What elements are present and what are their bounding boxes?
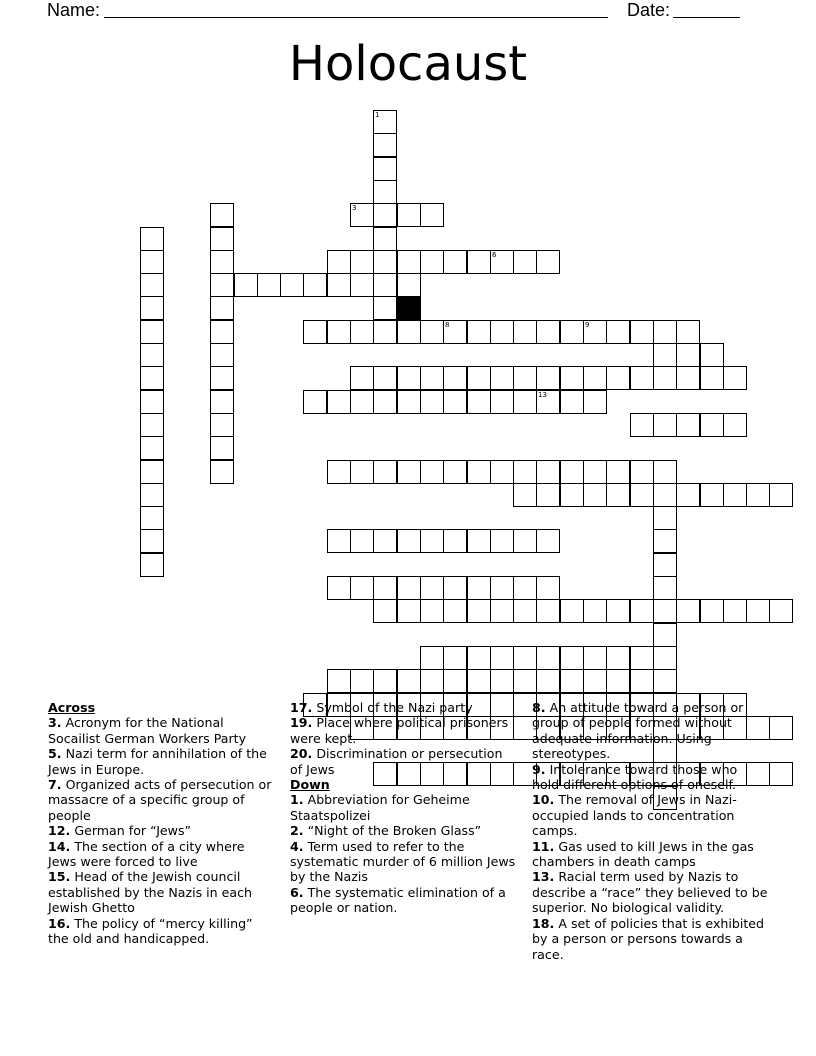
grid-cell[interactable]: [606, 646, 630, 670]
grid-cell[interactable]: [513, 599, 537, 623]
grid-cell[interactable]: [397, 529, 421, 553]
clue-across-7: 7. Organized acts of persecution or massacre of a specific group of people: [48, 777, 272, 823]
grid-cell[interactable]: [583, 366, 607, 390]
grid-cell[interactable]: [560, 483, 584, 507]
grid-cell[interactable]: [467, 576, 491, 600]
grid-cell[interactable]: [653, 623, 677, 647]
grid-cell[interactable]: [280, 273, 304, 297]
grid-cell[interactable]: [513, 366, 537, 390]
grid-cell[interactable]: [746, 483, 770, 507]
grid-cell[interactable]: [373, 273, 397, 297]
grid-cell[interactable]: [373, 157, 397, 181]
grid-cell[interactable]: [653, 669, 677, 693]
grid-cell[interactable]: [467, 646, 491, 670]
clue-across-17: 17. Symbol of the Nazi party: [290, 700, 473, 715]
grid-cell[interactable]: [606, 320, 630, 344]
grid-cell[interactable]: [560, 646, 584, 670]
grid-cell[interactable]: [327, 390, 351, 414]
grid-cell[interactable]: [630, 413, 654, 437]
grid-cell[interactable]: [443, 320, 467, 344]
grid-cell[interactable]: [723, 413, 747, 437]
grid-cell[interactable]: [490, 320, 514, 344]
clue-number: 3: [352, 204, 357, 212]
grid-cell[interactable]: [490, 576, 514, 600]
grid-cell[interactable]: [467, 390, 491, 414]
grid-cell[interactable]: [630, 320, 654, 344]
grid-cell[interactable]: [350, 366, 374, 390]
grid-cell[interactable]: [420, 460, 444, 484]
grid-cell[interactable]: [210, 227, 234, 251]
grid-cell[interactable]: [350, 203, 374, 227]
grid-cell[interactable]: [583, 460, 607, 484]
grid-cell[interactable]: [653, 460, 677, 484]
grid-cell[interactable]: [303, 390, 327, 414]
grid-cell[interactable]: [443, 460, 467, 484]
clue-across-14: 14. The section of a city where Jews were forced to live: [48, 838, 245, 870]
clue-across-15: 15. Head of the Jewish council established by the Nazis in each Jewish Ghetto: [48, 869, 253, 916]
grid-cell[interactable]: [769, 716, 793, 740]
grid-cell[interactable]: [327, 529, 351, 553]
clue-number: 9: [585, 321, 590, 329]
grid-cell[interactable]: [140, 553, 164, 577]
grid-cell[interactable]: [210, 460, 234, 484]
grid-cell[interactable]: [373, 529, 397, 553]
grid-cell[interactable]: [140, 296, 164, 320]
grid-cell[interactable]: [373, 576, 397, 600]
grid-cell[interactable]: [769, 599, 793, 623]
grid-cell[interactable]: [653, 343, 677, 367]
grid-cell[interactable]: [490, 366, 514, 390]
grid-cell[interactable]: [397, 273, 421, 297]
grid-cell[interactable]: [140, 506, 164, 530]
grid-cell[interactable]: [467, 366, 491, 390]
clue-down-18: 18. A set of policies that is exhibited by a person or persons towards a race.: [532, 915, 765, 962]
grid-cell[interactable]: [490, 646, 514, 670]
grid-cell[interactable]: [443, 669, 467, 693]
grid-cell[interactable]: [443, 576, 467, 600]
grid-cell[interactable]: [536, 460, 560, 484]
grid-cell[interactable]: [700, 599, 724, 623]
grid-cell[interactable]: [467, 669, 491, 693]
grid-cell[interactable]: [420, 599, 444, 623]
grid-cell[interactable]: [467, 320, 491, 344]
grid-cell[interactable]: [490, 250, 514, 274]
grid-cell[interactable]: [350, 273, 374, 297]
grid-cell[interactable]: [653, 506, 677, 530]
grid-cell[interactable]: [397, 390, 421, 414]
grid-cell[interactable]: [210, 250, 234, 274]
clues-column-2: [290, 700, 518, 916]
grid-cell[interactable]: [373, 250, 397, 274]
grid-cell[interactable]: [420, 576, 444, 600]
grid-cell[interactable]: [536, 320, 560, 344]
grid-cell[interactable]: [327, 460, 351, 484]
grid-cell[interactable]: [700, 483, 724, 507]
grid-cell[interactable]: [397, 460, 421, 484]
grid-cell[interactable]: [327, 250, 351, 274]
grid-cell[interactable]: [653, 553, 677, 577]
grid-cell[interactable]: [350, 529, 374, 553]
grid-cell[interactable]: [373, 669, 397, 693]
grid-cell[interactable]: [350, 669, 374, 693]
grid-cell[interactable]: [490, 390, 514, 414]
clue-down-1: 1. Abbreviation for Geheime Staatspolizei: [290, 792, 470, 823]
grid-cell[interactable]: [513, 646, 537, 670]
grid-cell[interactable]: [723, 599, 747, 623]
clue-down-13: 13. Racial term used by Nazis to describe a “race” they believed to be superior. No biological validity.: [532, 869, 768, 916]
clue-across-16: 16. The policy of “mercy killing” the old and handicapped.: [48, 915, 253, 947]
grid-cell[interactable]: [630, 599, 654, 623]
grid-cell[interactable]: [327, 273, 351, 297]
grid-cell[interactable]: [140, 273, 164, 297]
grid-cell[interactable]: [536, 599, 560, 623]
grid-cell[interactable]: [210, 390, 234, 414]
grid-cell[interactable]: [513, 320, 537, 344]
grid-cell[interactable]: [140, 250, 164, 274]
grid-cell[interactable]: [210, 296, 234, 320]
clues-column-3: [532, 700, 768, 962]
grid-cell[interactable]: [373, 110, 397, 134]
clue-across-3: 3. Acronym for the National Socailist German Workers Party: [48, 715, 247, 746]
grid-cell[interactable]: [373, 460, 397, 484]
grid-cell[interactable]: [373, 599, 397, 623]
grid-cell[interactable]: [303, 273, 327, 297]
grid-cell[interactable]: [443, 646, 467, 670]
grid-cell[interactable]: [140, 460, 164, 484]
grid-cell[interactable]: [397, 203, 421, 227]
grid-cell[interactable]: [583, 669, 607, 693]
grid-cell[interactable]: [350, 460, 374, 484]
grid-cell[interactable]: [420, 320, 444, 344]
grid-cell[interactable]: [676, 413, 700, 437]
grid-cell[interactable]: [513, 460, 537, 484]
clue-down-10: 10. The removal of Jews in Nazi-occupied lands to concentration camps.: [532, 792, 737, 839]
grid-cell[interactable]: [373, 320, 397, 344]
grid-cell[interactable]: [700, 366, 724, 390]
grid-cell[interactable]: [373, 366, 397, 390]
grid-cell[interactable]: [327, 669, 351, 693]
grid-cell[interactable]: [536, 646, 560, 670]
clue-down-4: 4. Term used to refer to the systematic murder of 6 million Jews by the Nazis: [290, 838, 516, 885]
grid-cell[interactable]: [606, 483, 630, 507]
grid-cell[interactable]: [536, 576, 560, 600]
date-label: Date:: [627, 0, 671, 20]
grid-cell[interactable]: [210, 320, 234, 344]
grid-cell[interactable]: [140, 483, 164, 507]
clue-across-20: 20. Discrimination or persecution of Jews: [290, 746, 503, 777]
grid-cell[interactable]: [653, 646, 677, 670]
clue-across-19: 19. Place where political prisoners were kept.: [290, 715, 509, 746]
grid-cell[interactable]: [140, 390, 164, 414]
grid-cell[interactable]: [560, 669, 584, 693]
grid-cell[interactable]: [210, 413, 234, 437]
clue-across-12: 12. German for “Jews”: [48, 823, 192, 839]
grid-cell[interactable]: [583, 599, 607, 623]
grid-cell[interactable]: [513, 390, 537, 414]
grid-cell[interactable]: [350, 576, 374, 600]
clue-down-9: 9. Intolerance toward those who hold different options of oneself.: [532, 761, 738, 793]
grid-cell[interactable]: [536, 390, 560, 414]
grid-cell[interactable]: [536, 529, 560, 553]
grid-cell[interactable]: [560, 320, 584, 344]
grid-cell[interactable]: [723, 483, 747, 507]
clue-down-8: 8. An attitude toward a person or group of people formed without adequate information. Using stereotypes.: [532, 700, 744, 762]
grid-cell[interactable]: [536, 669, 560, 693]
grid-cell[interactable]: [420, 646, 444, 670]
clues-column-1: [48, 700, 276, 947]
grid-cell[interactable]: [560, 460, 584, 484]
grid-cell[interactable]: [140, 227, 164, 251]
grid-cell[interactable]: [140, 413, 164, 437]
grid-cell[interactable]: [630, 366, 654, 390]
grid-cell[interactable]: [420, 203, 444, 227]
grid-cell[interactable]: [490, 460, 514, 484]
grid-cell[interactable]: [397, 669, 421, 693]
grid-cell[interactable]: [769, 483, 793, 507]
grid-cell[interactable]: [560, 390, 584, 414]
grid-cell[interactable]: [560, 366, 584, 390]
grid-cell[interactable]: [630, 646, 654, 670]
grid-cell[interactable]: [373, 227, 397, 251]
grid-cell[interactable]: [746, 599, 770, 623]
clue-number: 8: [445, 321, 450, 329]
grid-cell[interactable]: [350, 250, 374, 274]
grid-cell[interactable]: [373, 133, 397, 157]
grid-cell[interactable]: [723, 366, 747, 390]
grid-cell[interactable]: [536, 366, 560, 390]
grid-cell[interactable]: [210, 436, 234, 460]
grid-cell[interactable]: [676, 366, 700, 390]
grid-cell[interactable]: [140, 320, 164, 344]
grid-cell[interactable]: [536, 250, 560, 274]
black-cell: [397, 296, 421, 320]
grid-cell[interactable]: [373, 296, 397, 320]
grid-cell[interactable]: [140, 436, 164, 460]
grid-cell[interactable]: [653, 576, 677, 600]
grid-cell[interactable]: [513, 483, 537, 507]
grid-cell[interactable]: [513, 576, 537, 600]
grid-cell[interactable]: [327, 576, 351, 600]
grid-cell[interactable]: [140, 366, 164, 390]
grid-cell[interactable]: [606, 669, 630, 693]
grid-cell[interactable]: [467, 599, 491, 623]
grid-cell[interactable]: [443, 390, 467, 414]
grid-cell[interactable]: [653, 366, 677, 390]
grid-cell[interactable]: [606, 366, 630, 390]
grid-cell[interactable]: [513, 669, 537, 693]
grid-cell[interactable]: [676, 483, 700, 507]
grid-cell[interactable]: [397, 250, 421, 274]
name-label: Name:: [47, 0, 101, 20]
grid-cell[interactable]: [583, 646, 607, 670]
grid-cell[interactable]: [397, 576, 421, 600]
grid-cell[interactable]: [210, 343, 234, 367]
grid-cell[interactable]: [630, 460, 654, 484]
grid-cell[interactable]: [443, 250, 467, 274]
grid-cell[interactable]: [210, 366, 234, 390]
grid-cell[interactable]: [653, 413, 677, 437]
grid-cell[interactable]: [210, 273, 234, 297]
page-title: Holocaust: [288, 36, 528, 92]
grid-cell[interactable]: [373, 390, 397, 414]
grid-cell[interactable]: [583, 390, 607, 414]
grid-cell[interactable]: [420, 250, 444, 274]
grid-cell[interactable]: [420, 669, 444, 693]
grid-cell[interactable]: [234, 273, 258, 297]
grid-cell[interactable]: [676, 343, 700, 367]
grid-cell[interactable]: [257, 273, 281, 297]
grid-cell[interactable]: [210, 203, 234, 227]
grid-cell[interactable]: [490, 669, 514, 693]
grid-cell[interactable]: [397, 599, 421, 623]
grid-cell[interactable]: [536, 483, 560, 507]
grid-cell[interactable]: [606, 460, 630, 484]
grid-cell[interactable]: [420, 529, 444, 553]
grid-cell[interactable]: [373, 203, 397, 227]
grid-cell[interactable]: [140, 529, 164, 553]
grid-cell[interactable]: [443, 366, 467, 390]
grid-cell[interactable]: [350, 390, 374, 414]
grid-cell[interactable]: [373, 180, 397, 204]
grid-cell[interactable]: [420, 366, 444, 390]
grid-cell[interactable]: [676, 320, 700, 344]
grid-cell[interactable]: [653, 599, 677, 623]
clue-number: 1: [375, 111, 380, 119]
grid-cell[interactable]: [327, 320, 351, 344]
clue-number: 6: [492, 251, 497, 259]
grid-cell[interactable]: [140, 343, 164, 367]
grid-cell[interactable]: [350, 320, 374, 344]
clue-across-5: 5. Nazi term for annihilation of the Jews in Europe.: [48, 746, 267, 777]
grid-cell[interactable]: [653, 320, 677, 344]
grid-cell[interactable]: [303, 320, 327, 344]
down-heading: Down: [290, 777, 330, 793]
grid-cell[interactable]: [490, 529, 514, 553]
grid-cell[interactable]: [490, 599, 514, 623]
grid-cell[interactable]: [630, 669, 654, 693]
grid-cell[interactable]: [630, 483, 654, 507]
clue-down-11: 11. Gas used to kill Jews in the gas chambers in death camps: [532, 838, 754, 870]
grid-cell[interactable]: [676, 599, 700, 623]
grid-cell[interactable]: [583, 320, 607, 344]
grid-cell[interactable]: [513, 529, 537, 553]
clue-down-6: 6. The systematic elimination of a people or nation.: [290, 884, 506, 916]
grid-cell[interactable]: [583, 483, 607, 507]
grid-cell[interactable]: [397, 366, 421, 390]
grid-cell[interactable]: [443, 529, 467, 553]
grid-cell[interactable]: [653, 483, 677, 507]
grid-cell[interactable]: [420, 390, 444, 414]
across-heading: Across: [48, 700, 96, 715]
grid-cell[interactable]: [513, 250, 537, 274]
clue-down-2: 2. “Night of the Broken Glass”: [290, 823, 482, 839]
grid-cell[interactable]: [700, 413, 724, 437]
grid-cell[interactable]: [653, 529, 677, 553]
grid-cell[interactable]: [700, 343, 724, 367]
grid-cell[interactable]: [606, 599, 630, 623]
grid-cell[interactable]: [467, 460, 491, 484]
grid-cell[interactable]: [467, 250, 491, 274]
grid-cell[interactable]: [560, 599, 584, 623]
clue-number: 13: [538, 391, 547, 399]
grid-cell[interactable]: [769, 762, 793, 786]
grid-cell[interactable]: [443, 599, 467, 623]
grid-cell[interactable]: [467, 529, 491, 553]
grid-cell[interactable]: [397, 320, 421, 344]
